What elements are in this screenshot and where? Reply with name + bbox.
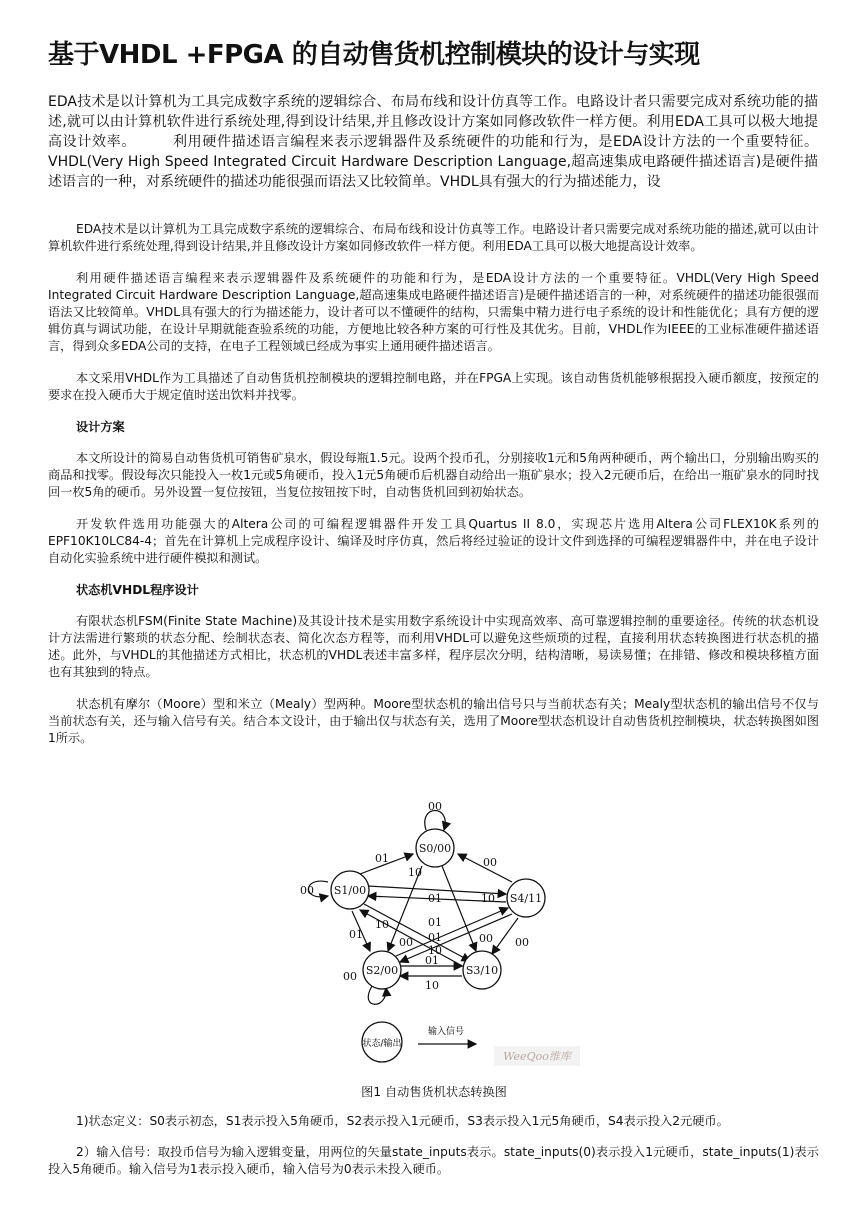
edge-label: 00: [479, 932, 493, 945]
edge-label: 01: [428, 931, 442, 944]
edge-label: 00: [343, 970, 357, 983]
paragraph: 本文所设计的简易自动售货机可销售矿泉水，假设每瓶1.5元。设两个投币孔，分别接收1元和5角两种硬币，两个输出口，分别输出购买的商品和找零。假设每次只能投入一枚1元或5角硬币，投入1元5角硬币后机器自动给出一瓶矿泉水；投入2元硬币后，在给出一瓶矿泉水的同时找回一枚5角的硬币。另外设置一复位按钮，当复位按钮按下时，自动售货机回到初始状态。: [48, 451, 819, 499]
state-diagram-figure: [290, 796, 590, 1072]
edge-label: 00: [483, 856, 497, 869]
edge-label: 00: [300, 884, 314, 897]
state-transition-diagram: [290, 796, 590, 1072]
paragraph: 利用硬件描述语言编程来表示逻辑器件及系统硬件的功能和行为，是EDA设计方法的一个重要特征。VHDL(Very High Speed Integrated Circuit Hardware Description Language,超高速集成电路硬件描述语言)是硬件描述语言的一种，对系统硬件的描述功能很强而语法又比较简单。VHDL具有强大的行为描述能力，设计者可以不懂硬件的结构，只需集中精力进行电子系统的设计和性能优化；具有方便的逻辑仿真与调试功能，在设计早期就能查验系统的功能，方便地比较各种方案的可行性及其优劣。目前，VHDL作为IEEE的工业标准硬件描述语言，得到众多EDA公司的支持，在电子工程领域已经成为事实上通用硬件描述语言。: [48, 271, 819, 353]
edge-label: 01: [428, 892, 442, 905]
state-label-s2: S2/00: [365, 964, 399, 977]
paragraph: 开发软件选用功能强大的Altera公司的可编程逻辑器件开发工具Quartus II 8.0，实现芯片选用Altera公司FLEX10K系列的EPF10K10LC84-4；首先在计算机上完成程序设计、编译及时序仿真，然后将经过验证的设计文件到选择的可编程逻辑器件中，并在电子设计自动化实验系统中进行硬件模拟和测试。: [48, 517, 819, 565]
edge-label: 10: [481, 892, 495, 905]
watermark-logo: WeeQoo维库: [503, 1050, 571, 1063]
section-heading: 状态机VHDL程序设计: [76, 583, 199, 597]
state-label-s3: S3/10: [465, 964, 499, 977]
paragraph: 本文采用VHDL作为工具描述了自动售货机控制模块的逻辑控制电路，并在FPGA上实现。该自动售货机能够根据投入硬币额度，按预定的要求在投入硬币大于规定值时送出饮料并找零。: [48, 371, 819, 402]
state-label-s4: S4/11: [509, 892, 543, 905]
edge-label: 01: [349, 928, 363, 941]
edge-label: 00: [428, 800, 442, 813]
self-loop-s0: [425, 811, 445, 831]
edge-label: 01: [428, 916, 442, 929]
section-heading: 设计方案: [76, 420, 125, 434]
edge-label: 01: [375, 852, 389, 865]
edge-label: 10: [375, 918, 389, 931]
edge-label: 10: [425, 979, 439, 992]
edge-label: 00: [515, 936, 529, 949]
article-body: [48, 221, 819, 762]
state-label-s0: S0/00: [418, 842, 452, 855]
edge-label: 00: [399, 936, 413, 949]
edge-label: 10: [408, 866, 422, 879]
legend-input-label: 输入信号: [427, 1027, 465, 1037]
paragraph: 2）输入信号：取投币信号为输入逻辑变量，用两位的矢量state_inputs表示。state_inputs(0)表示投入1元硬币，state_inputs(1)表示投入5角硬币。输入信号为1表示投入硬币，输入信号为0表示未投入硬币。: [48, 1145, 819, 1176]
edge-label: 01: [425, 954, 439, 967]
edge-s4-s2: [400, 914, 512, 962]
paragraph: 有限状态机FSM(Finite State Machine)及其设计技术是实用数字系统设计中实现高效率、高可靠逻辑控制的重要途径。传统的状态机设计方法需进行繁琐的状态分配、绘制状态表、简化次态方程等，而利用VHDL可以避免这些烦琐的过程，直接利用状态转换图进行状态机的描述。此外，与VHDL的其他描述方式相比，状态机的VHDL表述丰富多样，程序层次分明，结构清晰，易读易懂；在排错、修改和模块移植方面也有其独到的特点。: [48, 614, 819, 679]
figure-caption: 图1 自动售货机状态转换图: [361, 1085, 507, 1099]
paragraph: EDA技术是以计算机为工具完成数字系统的逻辑综合、布局布线和设计仿真等工作。电路设计者只需要完成对系统功能的描述,就可以由计算机软件进行系统处理,得到设计结果,并且修改设计方案如同修改软件一样方便。利用EDA工具可以极大地提高设计效率。: [48, 222, 819, 253]
edge-label: 10: [428, 944, 442, 957]
paragraph: 状态机有摩尔（Moore）型和米立（Mealy）型两种。Moore型状态机的输出信号只与当前状态有关；Mealy型状态机的输出信号不仅与当前状态有关，还与输入信号有关。结合本文设计，由于输出仅与状态有关，选用了Moore型状态机设计自动售货机控制模块，状态转换图如图1所示。: [48, 697, 819, 745]
definitions-section: [48, 1113, 819, 1192]
state-label-s1: S1/00: [333, 884, 367, 897]
paragraph: 1)状态定义：S0表示初态，S1表示投入5角硬币，S2表示投入1元硬币，S3表示投入1元5角硬币，S4表示投入2元硬币。: [76, 1114, 729, 1128]
legend-state-label: 状态/输出: [362, 1039, 402, 1049]
edge-s0-s3: [442, 866, 476, 951]
summary-paragraph: EDA技术是以计算机为工具完成数字系统的逻辑综合、布局布线和设计仿真等工作。电路设计者只需要完成对系统功能的描述,就可以由计算机软件进行系统处理,得到设计结果,并且修改设计方案如同修改软件一样方便。利用EDA工具可以极大地提高设计效率。 利用硬件描述语言编程来表示逻辑器件及系统硬件的功能和行为，是EDA设计方法的一个重要特征。VHDL(Very High Speed Integrated Circuit Hardware Description Language,超高速集成电路硬件描述语言)是硬件描述语言的一种，对系统硬件的描述功能很强而语法又比较简单。VHDL具有强大的行为描述能力，设: [48, 94, 818, 190]
page-title: 基于VHDL +FPGA 的自动售货机控制模块的设计与实现: [48, 40, 700, 70]
